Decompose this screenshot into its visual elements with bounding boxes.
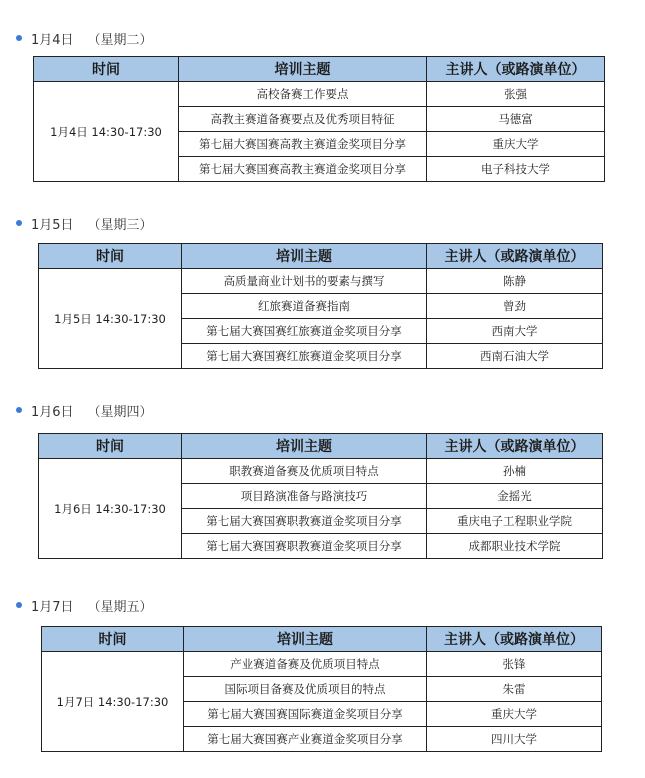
speaker-cell: 成都职业技术学院 bbox=[427, 534, 603, 559]
day-date: 1月4日 bbox=[31, 32, 74, 48]
table-header-row bbox=[42, 627, 602, 652]
speaker-cell: 西南石油大学 bbox=[427, 344, 603, 369]
topic-cell: 高校备赛工作要点 bbox=[179, 82, 427, 107]
speaker-cell: 朱雷 bbox=[427, 677, 602, 702]
speaker-cell: 重庆大学 bbox=[427, 702, 602, 727]
topic-cell: 产业赛道备赛及优质项目特点 bbox=[184, 652, 427, 677]
header-time: 时间 bbox=[34, 57, 179, 82]
table-header-row bbox=[39, 244, 603, 269]
speaker-cell: 西南大学 bbox=[427, 319, 603, 344]
header-speaker: 主讲人（或路演单位） bbox=[427, 627, 602, 652]
topic-cell: 第七届大赛国赛职教赛道金奖项目分享 bbox=[182, 509, 427, 534]
topic-cell: 国际项目备赛及优质项目的特点 bbox=[184, 677, 427, 702]
table-row bbox=[34, 82, 605, 107]
speaker-cell: 陈静 bbox=[427, 269, 603, 294]
time-cell: 1月6日 14:30-17:30 bbox=[39, 459, 182, 559]
schedule-table bbox=[38, 433, 603, 559]
topic-cell: 第七届大赛国赛高教主赛道金奖项目分享 bbox=[179, 132, 427, 157]
time-cell: 1月5日 14:30-17:30 bbox=[39, 269, 182, 369]
header-speaker: 主讲人（或路演单位） bbox=[427, 244, 603, 269]
topic-cell: 第七届大赛国赛国际赛道金奖项目分享 bbox=[184, 702, 427, 727]
time-cell: 1月7日 14:30-17:30 bbox=[42, 652, 184, 752]
speaker-cell: 张锋 bbox=[427, 652, 602, 677]
schedule-table bbox=[38, 243, 603, 369]
day-date: 1月7日 bbox=[31, 599, 74, 615]
speaker-cell: 四川大学 bbox=[427, 727, 602, 752]
day-date: 1月5日 bbox=[31, 217, 74, 233]
topic-cell: 第七届大赛国赛高教主赛道金奖项目分享 bbox=[179, 157, 427, 182]
schedule-table bbox=[41, 626, 602, 752]
header-speaker: 主讲人（或路演单位） bbox=[427, 434, 603, 459]
speaker-cell: 电子科技大学 bbox=[427, 157, 605, 182]
topic-cell: 红旅赛道备赛指南 bbox=[182, 294, 427, 319]
table-header-row bbox=[39, 434, 603, 459]
table-row bbox=[39, 459, 603, 484]
day-heading bbox=[16, 211, 153, 235]
day-date: 1月6日 bbox=[31, 404, 74, 420]
bullet-icon bbox=[16, 35, 22, 41]
schedule-table bbox=[33, 56, 605, 182]
speaker-cell: 孙楠 bbox=[427, 459, 603, 484]
time-cell: 1月4日 14:30-17:30 bbox=[34, 82, 179, 182]
day-heading bbox=[16, 26, 153, 50]
topic-cell: 第七届大赛国赛红旅赛道金奖项目分享 bbox=[182, 319, 427, 344]
topic-cell: 职教赛道备赛及优质项目特点 bbox=[182, 459, 427, 484]
header-topic: 培训主题 bbox=[182, 434, 427, 459]
topic-cell: 高质量商业计划书的要素与撰写 bbox=[182, 269, 427, 294]
bullet-icon bbox=[16, 602, 22, 608]
speaker-cell: 金摇光 bbox=[427, 484, 603, 509]
header-topic: 培训主题 bbox=[184, 627, 427, 652]
header-speaker: 主讲人（或路演单位） bbox=[427, 57, 605, 82]
day-weekday: （星期三） bbox=[87, 217, 153, 233]
bullet-icon bbox=[16, 407, 22, 413]
speaker-cell: 重庆电子工程职业学院 bbox=[427, 509, 603, 534]
speaker-cell: 重庆大学 bbox=[427, 132, 605, 157]
table-row bbox=[39, 269, 603, 294]
speaker-cell: 张强 bbox=[427, 82, 605, 107]
table-header-row bbox=[34, 57, 605, 82]
header-topic: 培训主题 bbox=[182, 244, 427, 269]
day-weekday: （星期五） bbox=[87, 599, 153, 615]
topic-cell: 第七届大赛国赛产业赛道金奖项目分享 bbox=[184, 727, 427, 752]
bullet-icon bbox=[16, 220, 22, 226]
day-weekday: （星期四） bbox=[87, 404, 153, 420]
header-time: 时间 bbox=[42, 627, 184, 652]
topic-cell: 第七届大赛国赛职教赛道金奖项目分享 bbox=[182, 534, 427, 559]
day-weekday: （星期二） bbox=[87, 32, 153, 48]
speaker-cell: 马德富 bbox=[427, 107, 605, 132]
table-row bbox=[42, 652, 602, 677]
speaker-cell: 曾劲 bbox=[427, 294, 603, 319]
day-heading bbox=[16, 593, 153, 617]
header-topic: 培训主题 bbox=[179, 57, 427, 82]
header-time: 时间 bbox=[39, 244, 182, 269]
topic-cell: 第七届大赛国赛红旅赛道金奖项目分享 bbox=[182, 344, 427, 369]
header-time: 时间 bbox=[39, 434, 182, 459]
topic-cell: 高教主赛道备赛要点及优秀项目特征 bbox=[179, 107, 427, 132]
topic-cell: 项目路演准备与路演技巧 bbox=[182, 484, 427, 509]
day-heading bbox=[16, 398, 153, 422]
